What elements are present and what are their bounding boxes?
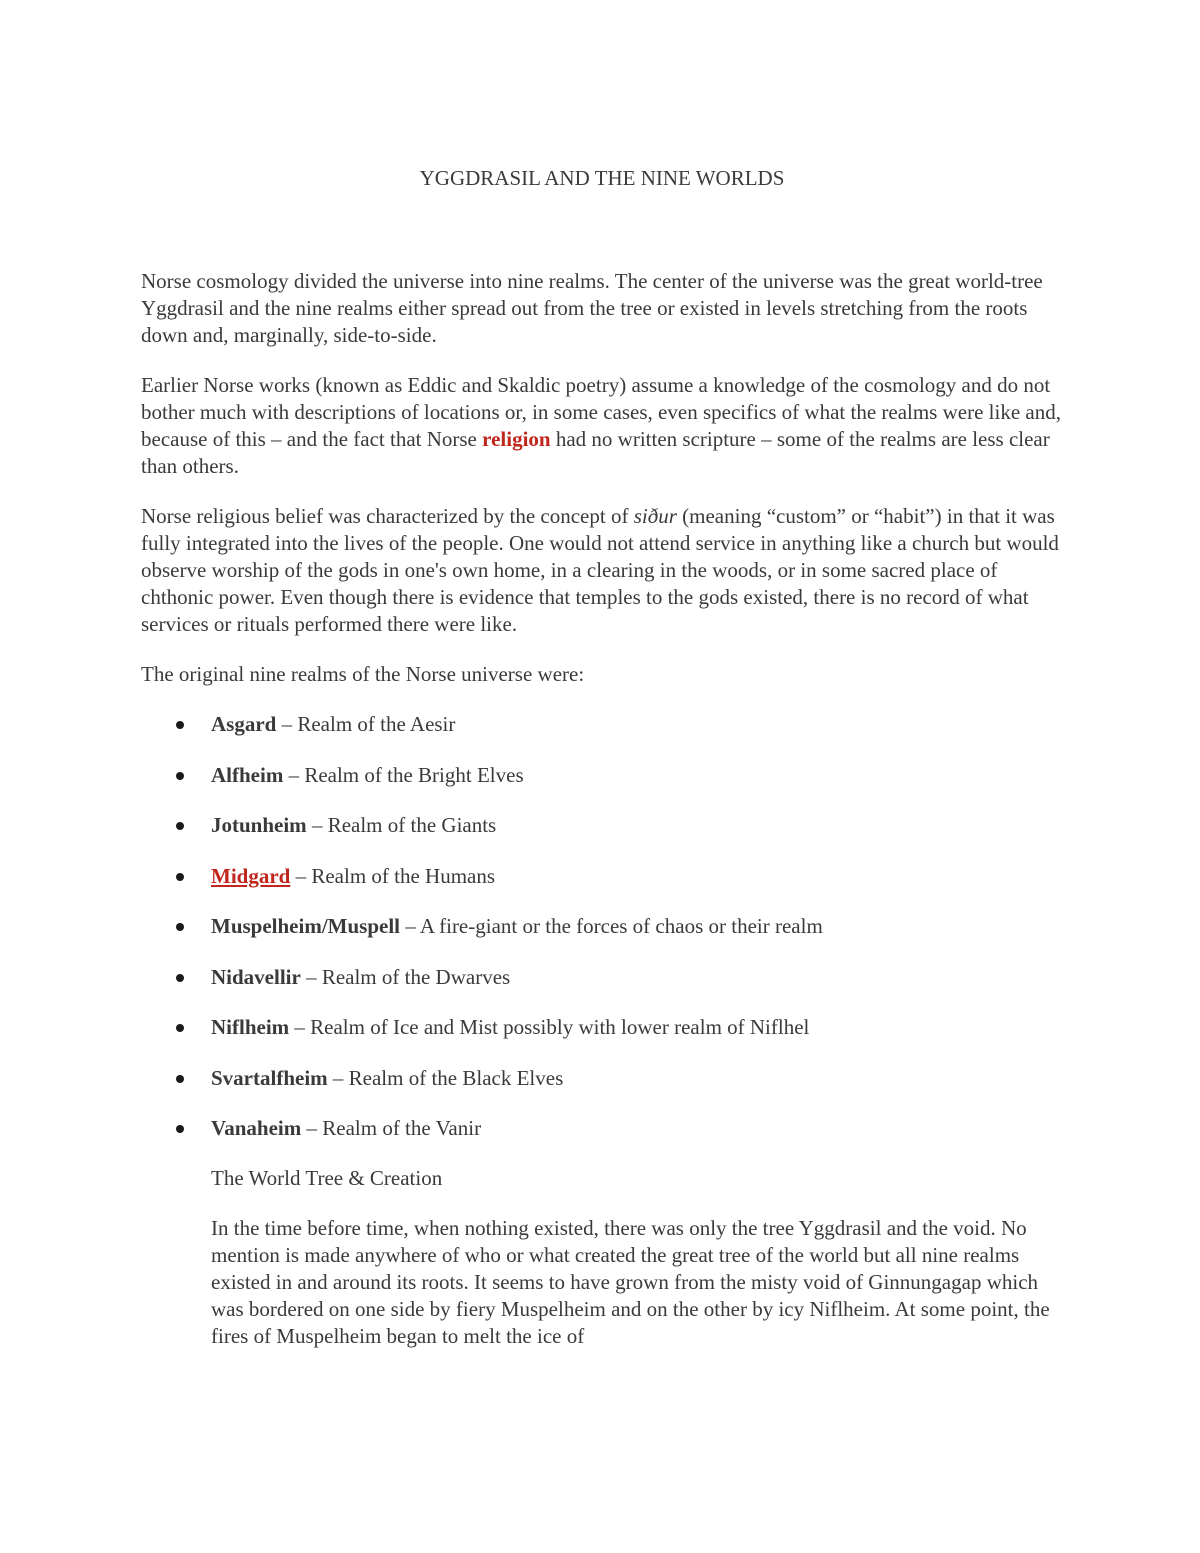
realms-list xyxy=(141,711,1063,1142)
paragraph-sidur-text-before: Norse religious belief was characterized by the concept of xyxy=(141,504,634,528)
realm-description: – Realm of Ice and Mist possibly with lower realm of Niflhel xyxy=(289,1015,810,1039)
religion-link[interactable]: religion xyxy=(482,427,551,451)
realm-description: – Realm of the Vanir xyxy=(301,1116,482,1140)
realm-name: Alfheim xyxy=(211,762,284,787)
realm-description: – Realm of the Giants xyxy=(306,813,497,837)
paragraph-cosmology: Norse cosmology divided the universe into nine realms. The center of the universe was the great world-tree Yggdrasil and the nine realms either spread out from the tree or existed in levels stretching from the roots down and, marginally, side-to-side. xyxy=(141,269,1043,347)
list-item-niflheim xyxy=(141,1014,1063,1041)
document-title: YGGDRASIL AND THE NINE WORLDS xyxy=(419,166,785,190)
realm-description: – Realm of the Dwarves xyxy=(300,964,511,989)
paragraph-eddic-text-before: Earlier Norse works (known as Eddic and Skaldic poetry) assume a knowledge of the cosmology and do not bother much with descriptions of locations or, in some cases, even specifics of what the realms were like and, because of this – and the fact that Norse xyxy=(141,373,1061,451)
list-item-nidavellir xyxy=(141,964,1063,991)
realm-name: Asgard xyxy=(211,712,277,736)
list-item-asgard xyxy=(141,711,1063,738)
section-heading-world-tree: The World Tree & Creation xyxy=(211,1166,443,1190)
bullet-icon xyxy=(176,1075,184,1083)
realm-name: Nidavellir xyxy=(211,964,301,989)
bullet-icon xyxy=(176,721,184,729)
bullet-icon xyxy=(176,772,184,780)
paragraph-eddic-text-after: had no written scripture – some of the realms are less clear than others. xyxy=(141,427,1050,478)
list-item-muspelheim xyxy=(141,913,1063,940)
bullet-icon xyxy=(176,873,184,881)
list-item-midgard xyxy=(141,863,1063,890)
realm-name: Niflheim xyxy=(211,1015,290,1039)
bullet-icon xyxy=(176,1125,184,1133)
realm-name: Vanaheim xyxy=(211,1116,302,1140)
paragraph-sidur xyxy=(141,503,1063,638)
paragraph-realms-intro: The original nine realms of the Norse universe were: xyxy=(141,662,585,686)
bullet-icon xyxy=(176,923,184,931)
bullet-icon xyxy=(176,822,184,830)
realm-name: Muspelheim/Muspell xyxy=(211,914,401,938)
paragraph-sidur-text-after: (meaning “custom” or “habit”) in that it was fully integrated into the lives of the people. One would not attend service in anything like a church but would observe worship of the gods in one's own home, in a clearing in the woods, or in some sacred place of chthonic power. Even though there is evidence that temples to the gods existed, there is no record of what services or rituals performed there were like. xyxy=(141,504,1059,636)
realm-description: – Realm of the Humans xyxy=(290,863,496,888)
paragraph-creation: In the time before time, when nothing existed, there was only the tree Yggdrasil and the void. No mention is made anywhere of who or what created the great tree of the world but all nine realms existed in and around its roots. It seems to have grown from the misty void of Ginnungagap which was bordered on one side by fiery Muspelheim and on the other by icy Niflheim. At some point, the fires of Muspelheim began to melt the ice of xyxy=(211,1216,1050,1348)
realm-description: – Realm of the Bright Elves xyxy=(283,762,524,787)
realm-name: Jotunheim xyxy=(211,813,307,837)
list-item-vanaheim xyxy=(141,1115,1063,1142)
realm-name: Svartalfheim xyxy=(211,1065,328,1090)
list-item-svartalfheim xyxy=(141,1065,1063,1092)
document-page xyxy=(141,165,1063,1350)
paragraph-eddic-poetry xyxy=(141,372,1063,480)
list-item-alfheim xyxy=(141,762,1063,789)
list-item-jotunheim xyxy=(141,812,1063,839)
realm-description: – Realm of the Black Elves xyxy=(327,1065,564,1090)
bullet-icon xyxy=(176,1024,184,1032)
realm-description: – Realm of the Aesir xyxy=(276,712,456,736)
sidur-term: siður xyxy=(633,504,677,528)
realm-description: – A fire-giant or the forces of chaos or their realm xyxy=(400,914,823,938)
bullet-icon xyxy=(176,974,184,982)
midgard-link[interactable]: Midgard xyxy=(211,863,291,888)
